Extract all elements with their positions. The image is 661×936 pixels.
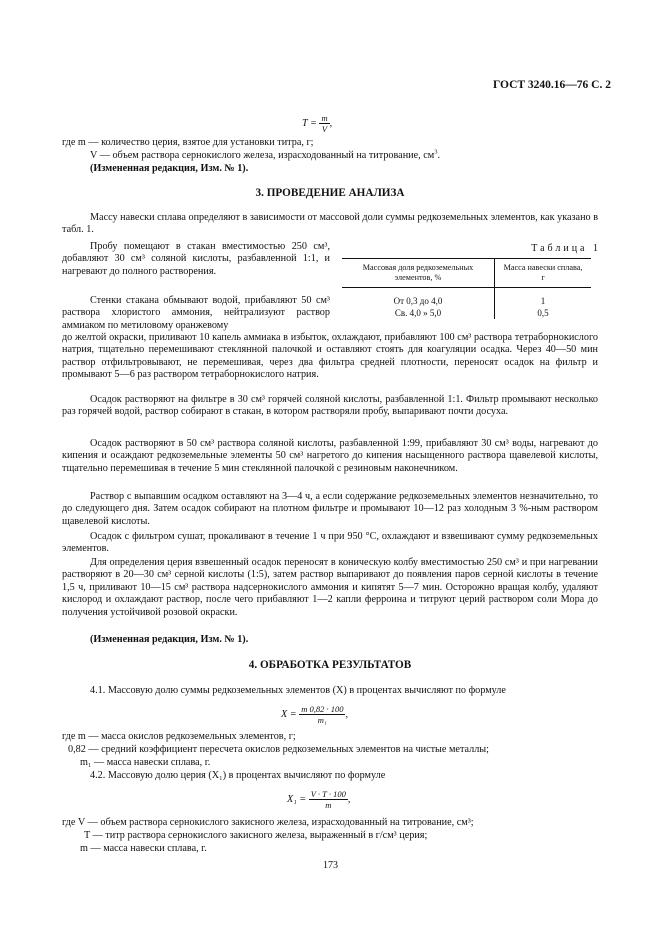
definition-v-end: . <box>437 150 440 161</box>
document-header: ГОСТ 3240.16—76 С. 2 <box>492 79 611 91</box>
table-1-caption: Таблица 1 <box>531 243 601 254</box>
table-row <box>342 288 591 308</box>
change-note-1: (Измененная редакция, Изм. № 1). <box>90 163 249 174</box>
table-1 <box>342 258 591 319</box>
definition-line: m — масса навески сплава, г. <box>80 843 207 854</box>
formula-numerator: m <box>321 113 328 123</box>
formula-x1 <box>287 789 350 810</box>
formula-fraction <box>309 789 348 810</box>
section-3-p8: Для определения церия взвешенный осадок переносят в коническую колбу вместимостью 250 см³ и при нагревании растворяют в 20—30 см³ серной кислоты (1:5), затем раствор выпаривают до появления паров серной кислоты в течение 1,5 ч, приливают 10—15 см³ раствора надсернокислого аммония и кипятят 5—7 мин. Осторожно вращая колбу, удаляют кислород и охлаждают раствор, после чего прибавляют 1—2 капли ферроина и титруют церий раствором соли Мора до получения устойчивой розовой окраски. <box>62 557 598 618</box>
definition-line: m₁ — масса навески сплава, г. <box>80 757 211 768</box>
page-number: 173 <box>323 860 338 871</box>
definition-line: где V — объем раствора сернокислого закисного железа, израсходованный на титрование, см³; <box>62 817 474 828</box>
formula-numerator: m 0,82 · 100 <box>301 704 344 714</box>
section-3-p7: Осадок с фильтром сушат, прокаливают в течение 1 ч при 950 °С, охлаждают и взвешивают сумму редкоземельных элементов. <box>62 531 598 555</box>
formula-numerator: V · T · 100 <box>310 789 346 799</box>
formula-denominator: m₁ <box>317 715 327 725</box>
formula-tail: , <box>329 117 333 129</box>
definition-line: где m — масса окислов редкоземельных элементов, г; <box>62 731 296 742</box>
formula-lhs: X = <box>281 708 297 720</box>
formula-x <box>281 704 348 725</box>
formula-denominator: m <box>325 800 332 810</box>
definition-line: 0,82 — средний коэффициент пересчета окислов редкоземельных элементов на чистые металлы; <box>68 744 489 755</box>
formula-fraction <box>319 113 329 134</box>
definition-v <box>90 150 440 162</box>
table-cell-mass: 1 <box>540 296 546 306</box>
formula-lhs: X₁ = <box>287 793 307 805</box>
table-row <box>342 307 591 319</box>
definition-line: T — титр раствора сернокислого закисного железа, выраженный в г/см³ церия; <box>84 830 428 841</box>
section-3-p3b: до желтой окраски, приливают 10 капель аммиака в избыток, охлаждают, прибавляют 100 см³ раствора тетраборнокислого натрия, тщательно перемешивают стеклянной палочкой и оставляют стоять для коагуляции осадка. Через 40—50 мин раствор отфильтровывают, не перемешивая, через два фильтра средней плотности, переносят осадок на фильтр и промывают 5—6 раз раствором тетраборнокислого натрия. <box>62 332 598 381</box>
section-3-p3a: Стенки стакана обмывают водой, прибавляют 50 см³ раствора хлористого аммония, нейтрализуют раствор аммиаком по метиловому оранжевому <box>62 295 330 331</box>
table-1-header-mass: Масса навески сплава, г <box>495 259 592 288</box>
section-3-p2: Пробу помещают в стакан вместимостью 250 см³, добавляют 30 см³ соляной кислоты, разбавленной 1:1, и нагревают до полного растворения. <box>62 241 330 277</box>
definition-m: где m — количество церия, взятое для установки титра, г; <box>62 137 314 148</box>
section-4-title: 4. ОБРАБОТКА РЕЗУЛЬТАТОВ <box>248 659 412 671</box>
formula-titer: T = $\frac{m}{V}$ , <box>302 113 333 134</box>
definition-v-text: V — объем раствора сернокислого железа, израсходованный на титрование, см <box>90 150 435 161</box>
section-3-p5: Осадок растворяют в 50 см³ раствора соляной кислоты, разбавленной 1:99, прибавляют 30 см³ воды, нагревают до кипения и осаждают редкоземельные элементы 50 см³ нагретого до кипения насыщенного раствора щавелевой кислоты, тщательно перемешивая в течение 5 мин стеклянной палочкой с резиновым наконечником. <box>62 438 598 474</box>
section-3-p6: Раствор с выпавшим осадком оставляют на 3—4 ч, а если содержание редкоземельных элементов незначительно, то до следующего дня. Затем осадок собирают на плотном фильтре и промывают 10—12 раз холодным 3 %-ным раствором щавелевой кислоты. <box>62 491 598 527</box>
formula-fraction <box>299 704 345 725</box>
formula-tail: , <box>347 793 351 805</box>
definition-v-sup: 3 <box>434 148 438 156</box>
formula-denominator: V <box>321 124 328 134</box>
section-3-p1: Массу навески сплава определяют в зависимости от массовой доли суммы редкоземельных элементов, как указано в табл. 1. <box>62 212 598 236</box>
table-cell-range: Св. 4,0 » 5,0 <box>342 307 495 319</box>
table-cell-mass: 0,5 <box>537 308 549 318</box>
section-4-p41: 4.1. Массовую долю суммы редкоземельных элементов (X) в процентах вычисляют по формуле <box>90 685 506 696</box>
section-3-p4: Осадок растворяют на фильтре в 30 см³ горячей соляной кислоты, разбавленной 1:1. Фильтр промывают несколько раз горячей водой, раствор собирают в стакан, в котором растворяли пробу, выпаривают почти досуха. <box>62 394 598 418</box>
change-note-2: (Измененная редакция, Изм. № 1). <box>90 634 249 645</box>
formula-tail: , <box>345 708 349 720</box>
formula-lhs: T <box>302 117 308 129</box>
section-3-title: 3. ПРОВЕДЕНИЕ АНАЛИЗА <box>255 187 405 199</box>
section-4-p42: 4.2. Массовую долю церия (X₁) в процентах вычисляют по формуле <box>90 770 386 781</box>
table-1-header-fraction: Массовая доля редкоземельных элементов, % <box>342 259 495 288</box>
table-cell-range: От 0,3 до 4,0 <box>342 288 495 308</box>
